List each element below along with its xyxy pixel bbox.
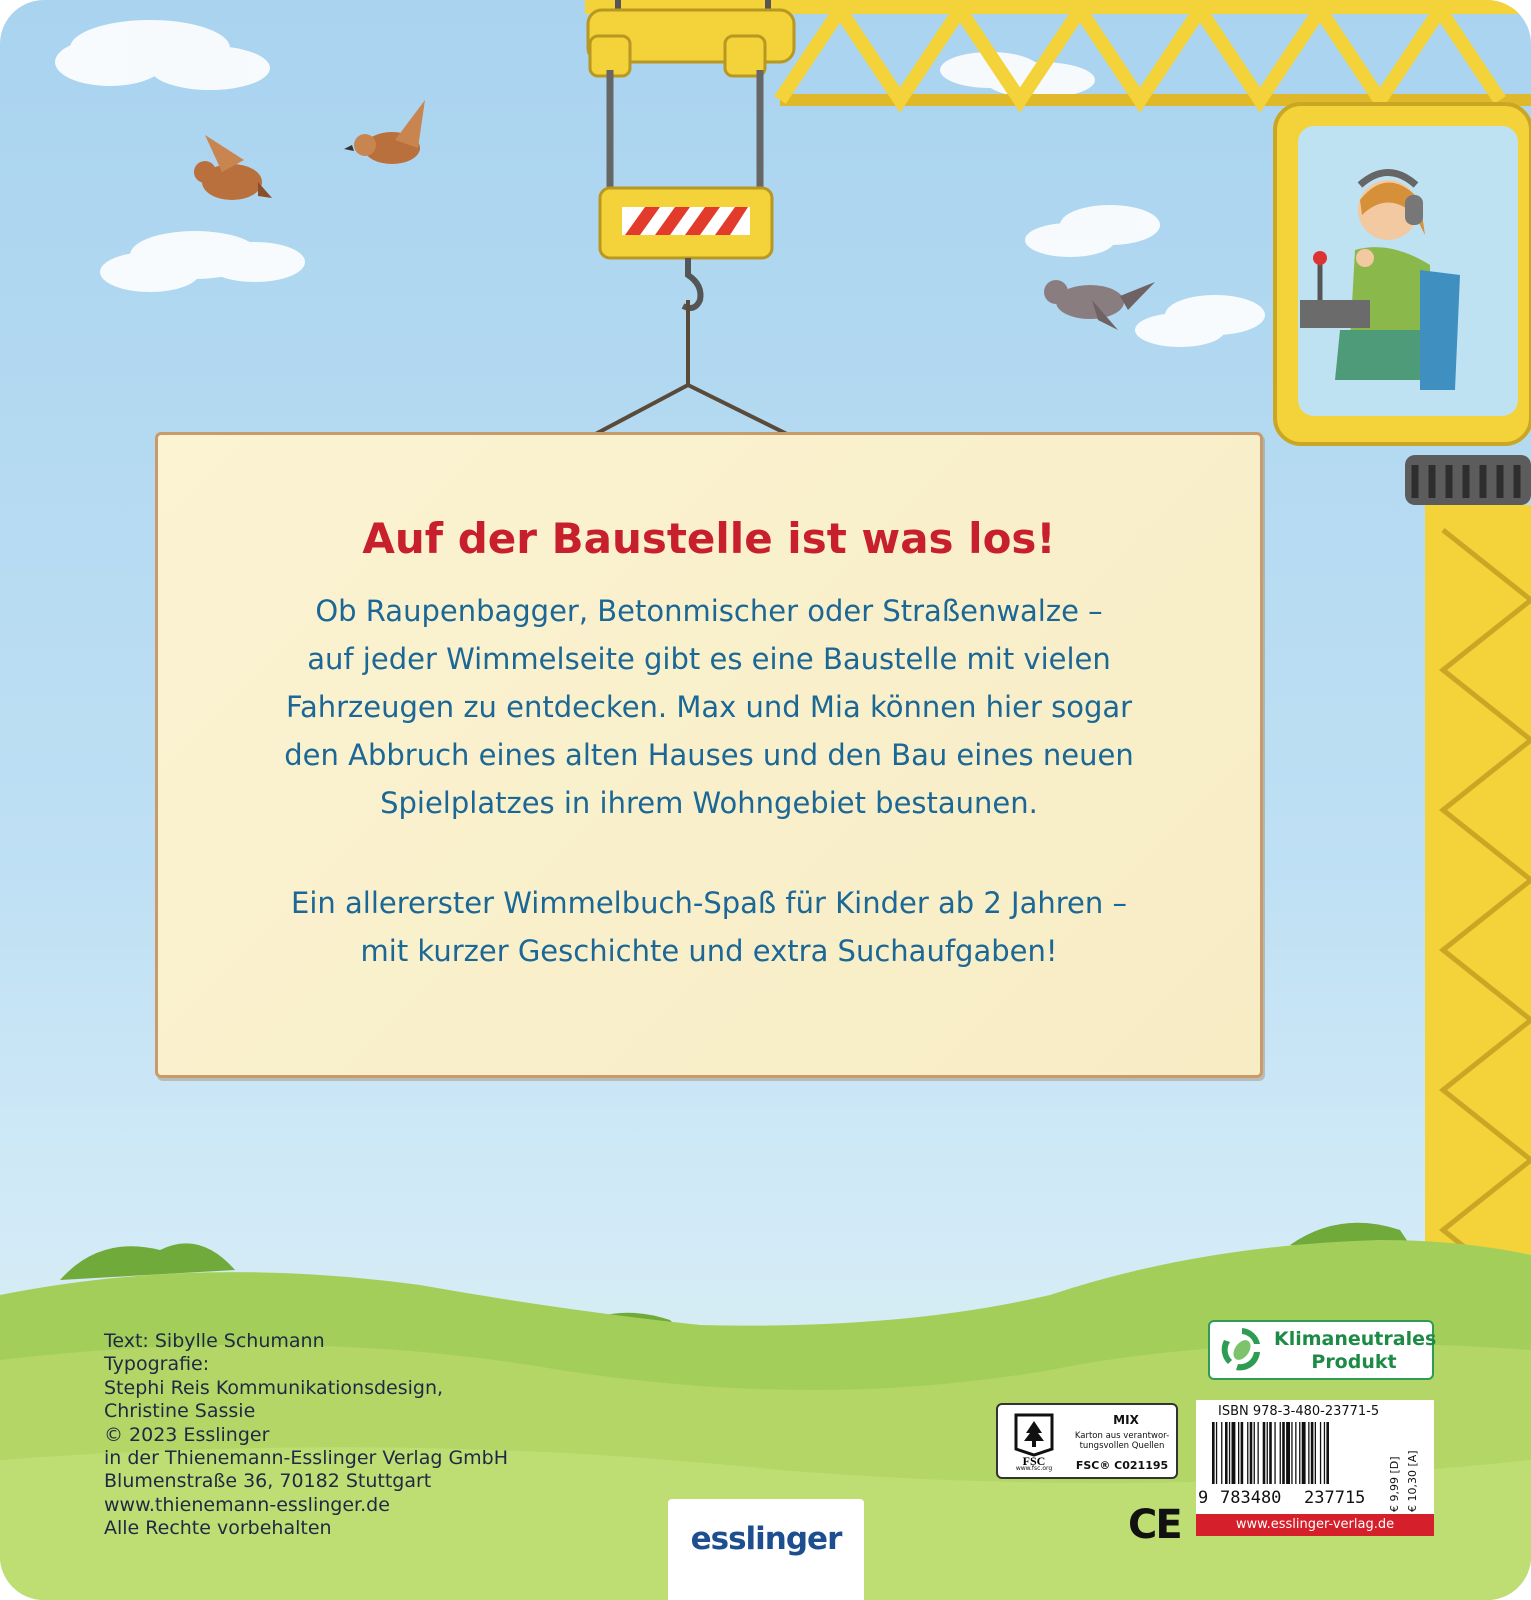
publisher-website: www.esslinger-verlag.de [1196, 1514, 1434, 1536]
bird-icon [344, 100, 425, 164]
fsc-desc-line: Karton aus verantwor- [1074, 1431, 1170, 1441]
climate-neutral-text [1274, 1328, 1437, 1374]
hanging-sign [155, 432, 1263, 1078]
imprint [104, 1330, 508, 1541]
book-tagline [158, 879, 1260, 975]
barcode-bars [1210, 1422, 1385, 1492]
price-de: € 9,99 [D] [1388, 1456, 1401, 1512]
isbn-barcode [1196, 1400, 1434, 1516]
imprint-line: Blumenstraße 36, 70182 Stuttgart [104, 1470, 432, 1493]
description-line: auf jeder Wimmelseite gibt es eine Baustelle mit vielen [307, 642, 1111, 676]
bird-icon [194, 135, 272, 200]
book-description [158, 587, 1260, 827]
publisher-logo [668, 1499, 864, 1600]
climate-line: Produkt [1311, 1351, 1397, 1373]
imprint-line: Stephi Reis Kommunikationsdesign, [104, 1376, 444, 1399]
imprint-line: in der Thienemann-Esslinger Verlag GmbH [104, 1447, 509, 1470]
ce-mark: CE [1128, 1502, 1181, 1548]
publisher-logo-text: esslinger [690, 1521, 842, 1557]
fsc-website: www.fsc.org [1015, 1465, 1053, 1472]
description-line: den Abbruch eines alten Hauses und den Bau eines neuen [284, 738, 1134, 772]
crane-hook [588, 0, 795, 438]
fsc-tree-icon [1004, 1409, 1064, 1469]
imprint-line: Text: Sibylle Schumann [104, 1330, 325, 1352]
isbn-number: ISBN 978-3-480-23771-5 [1218, 1404, 1380, 1419]
tagline-line: mit kurzer Geschichte und extra Suchaufgaben! [360, 934, 1058, 968]
recycle-leaf-icon [1214, 1322, 1270, 1378]
imprint-line: Christine Sassie [104, 1400, 256, 1423]
climate-line: Klimaneutrales [1274, 1328, 1437, 1350]
imprint-line: © 2023 Esslinger [104, 1423, 270, 1446]
imprint-line: Alle Rechte vorbehalten [104, 1517, 332, 1540]
book-headline: Auf der Baustelle ist was los! [362, 514, 1056, 563]
description-line: Ob Raupenbagger, Betonmischer oder Straßenwalze – [315, 594, 1103, 628]
fsc-label [996, 1403, 1178, 1479]
fsc-code: FSC® C021195 [1075, 1459, 1169, 1472]
description-line: Fahrzeugen zu entdecken. Max und Mia können hier sogar [285, 690, 1133, 724]
fsc-logo-text: FSC [1022, 1454, 1046, 1468]
description-line: Spielplatzes in ihrem Wohngebiet bestaunen. [380, 786, 1038, 820]
imprint-line: www.thienemann-esslinger.de [104, 1493, 390, 1516]
barcode-group-2: 237715 [1304, 1488, 1366, 1508]
bird-icon [1044, 280, 1155, 330]
barcode-first-digit: 9 [1198, 1488, 1209, 1508]
tagline-line: Ein allererster Wimmelbuch-Spaß für Kinder ab 2 Jahren – [291, 886, 1127, 920]
barcode-group-1: 783480 [1220, 1488, 1282, 1508]
imprint-line: Typografie: [104, 1353, 210, 1376]
climate-neutral-badge [1208, 1320, 1437, 1380]
fsc-mix: MIX [1113, 1413, 1139, 1427]
price-block [1384, 1424, 1430, 1512]
fsc-desc-line: tungsvollen Quellen [1079, 1441, 1165, 1451]
price-at: € 10,30 [A] [1406, 1450, 1419, 1512]
fsc-description [1068, 1431, 1176, 1451]
